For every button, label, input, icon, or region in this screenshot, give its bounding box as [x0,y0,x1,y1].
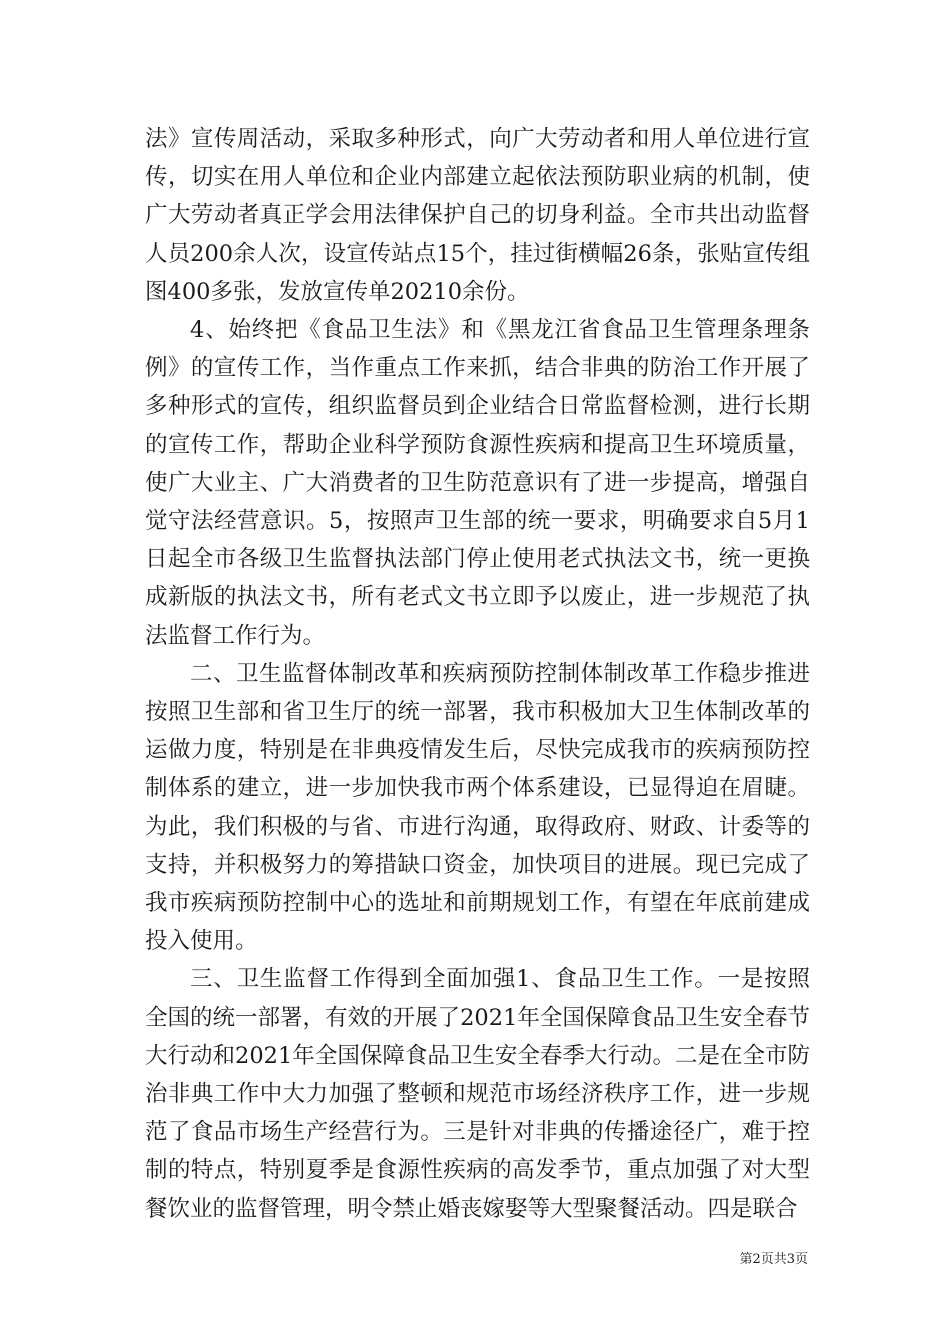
paragraph-supervision-strengthened: 三、卫生监督工作得到全面加强1、食品卫生工作。一是按照全国的统一部署，有效的开展了2021年全国保障食品卫生安全春节大行动和2021年全国保障食品卫生安全春季大行动。二是在全市防治非典工作中大力加强了整顿和规范市场经济秩序工作，进一步规范了食品市场生产经营行为。三是针对非典的传播途径广，难于控制的特点，特别夏季是食源性疾病的高发季节，重点加强了对大型餐饮业的监督管理，明令禁止婚丧嫁娶等大型聚餐活动。四是联合 [145,966,810,1222]
paragraph-continuation: 法》宣传周活动，采取多种形式，向广大劳动者和用人单位进行宣传，切实在用人单位和企业内部建立起依法预防职业病的机制，使广大劳动者真正学会用法律保护自己的切身利益。全市共出动监督人员200余人次，设宣传站点15个，挂过街横幅26条，张贴宣传组图400多张，发放宣传单20210余份。 [145,126,810,305]
document-body [145,120,810,1228]
page-number: 第2页共3页 [739,1252,808,1267]
paragraph-food-hygiene-law: 4、始终把《食品卫生法》和《黑龙江省食品卫生管理条理条例》的宣传工作，当作重点工作来抓，结合非典的防治工作开展了多种形式的宣传，组织监督员到企业结合日常监督检测，进行长期的宣传工作，帮助企业科学预防食源性疾病和提高卫生环境质量，使广大业主、广大消费者的卫生防范意识有了进一步提高，增强自觉守法经营意识。5，按照声卫生部的统一要求，明确要求自5月1日起全市各级卫生监督执法部门停止使用老式执法文书，统一更换成新版的执法文书，所有老式文书立即予以废止，进一步规范了执法监督工作行为。 [145,317,810,649]
paragraph-system-reform: 二、卫生监督体制改革和疾病预防控制体制改革工作稳步推进按照卫生部和省卫生厅的统一部署，我市积极加大卫生体制改革的运做力度，特别是在非典疫情发生后，尽快完成我市的疾病预防控制体系的建立，进一步加快我市两个体系建设，已显得迫在眉睫。为此，我们积极的与省、市进行沟通，取得政府、财政、计委等的支持，并积极努力的筹措缺口资金，加快项目的进展。现已完成了我市疾病预防控制中心的选址和前期规划工作，有望在年底前建成投入使用。 [145,660,810,955]
